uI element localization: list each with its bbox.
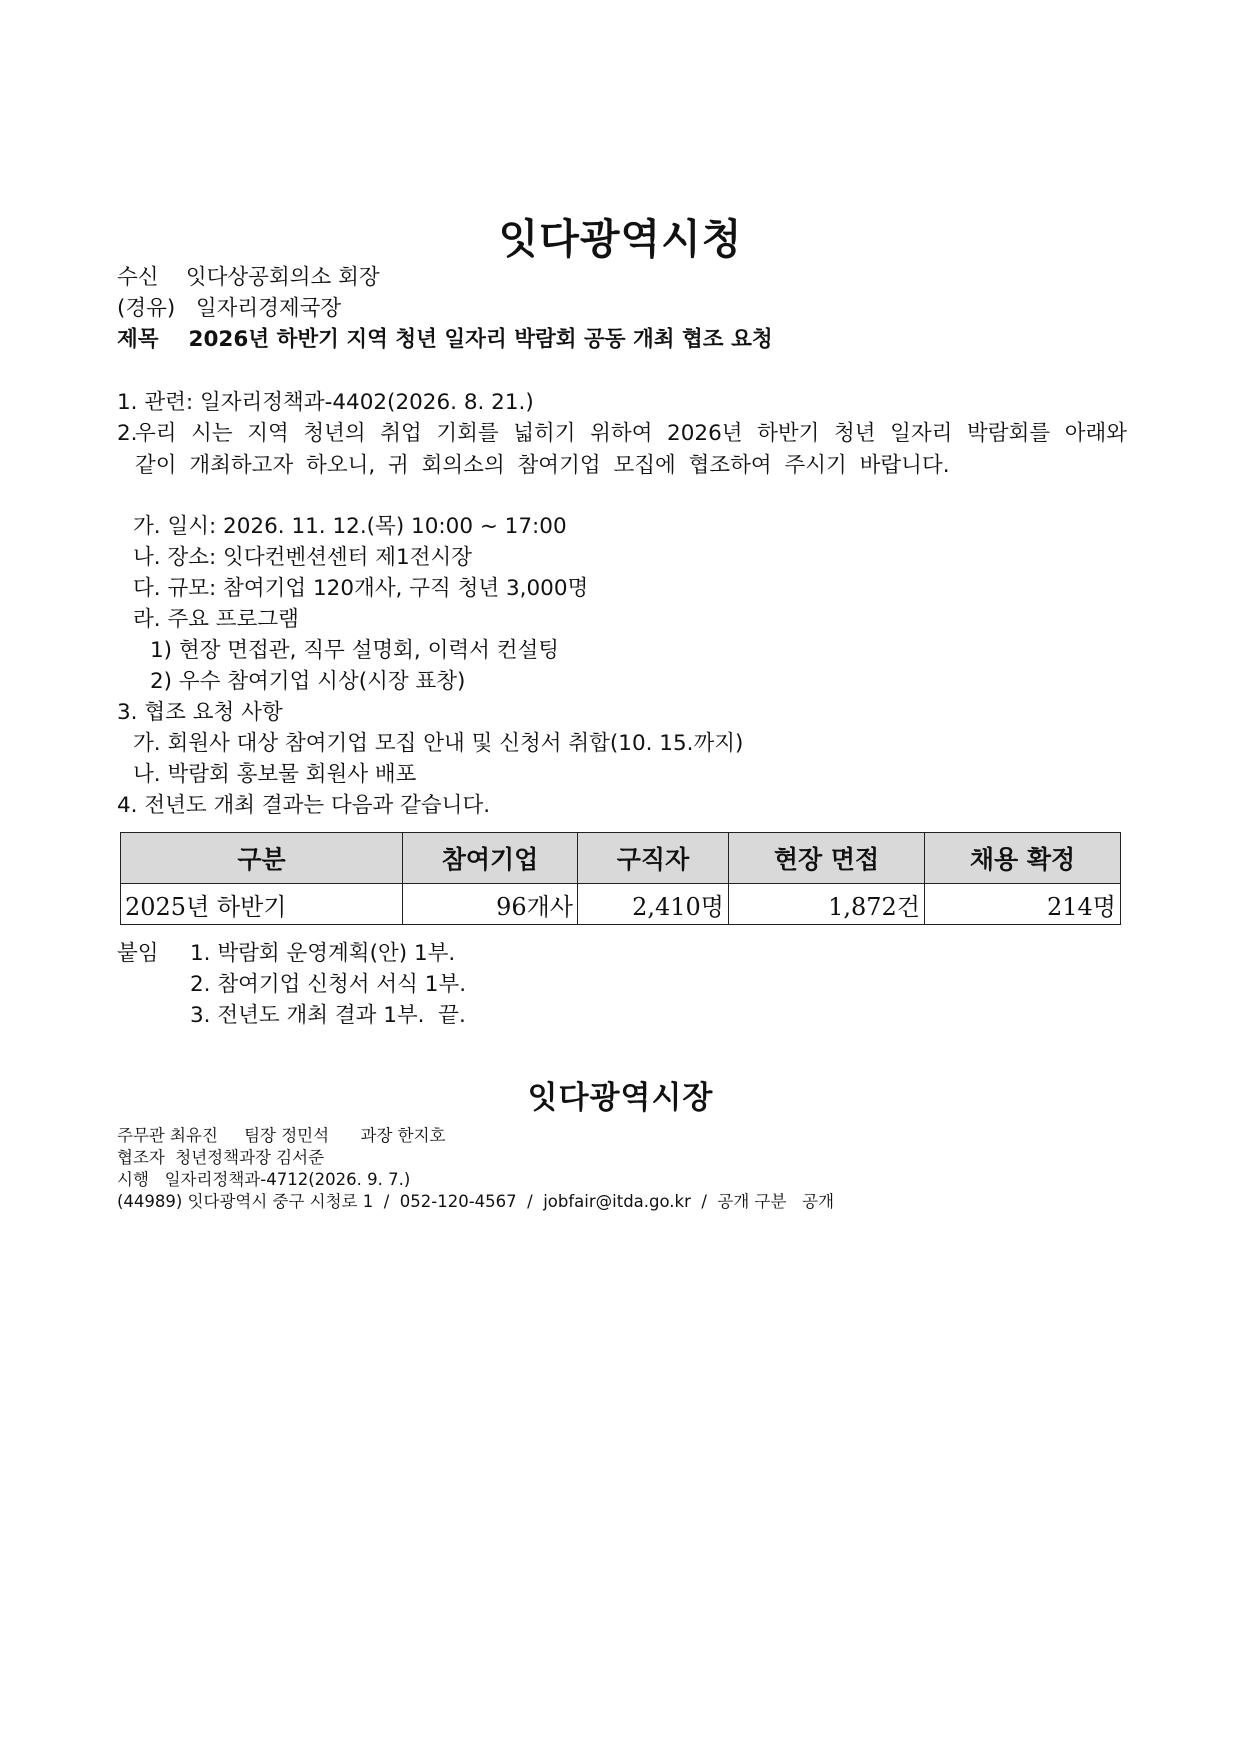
- table-cell: 1,872건: [729, 884, 925, 925]
- body-item-2c: 다. 규모: 참여기업 120개사, 구직 청년 3,000명: [133, 576, 589, 601]
- body-item-2d: 라. 주요 프로그램: [133, 607, 299, 632]
- via-line: (경유) 일자리경제국장: [117, 296, 342, 321]
- body-item-4: 4. 전년도 개최 결과는 다음과 같습니다.: [117, 793, 491, 818]
- signature: 잇다광역시장: [527, 1080, 714, 1116]
- body-item-2a: 가. 일시: 2026. 11. 12.(목) 10:00 ~ 17:00: [133, 514, 567, 539]
- table-header-cell: 현장 면접: [729, 833, 925, 884]
- footer-contact: (44989) 잇다광역시 중구 시청로 1 / 052-120-4567 / jobfair@itda.go.kr / 공개 구분 공개: [117, 1192, 835, 1211]
- table-cell: 214명: [925, 884, 1121, 925]
- attachment-item: 1. 박람회 운영계획(안) 1부.: [190, 941, 456, 966]
- subject-line: 제목 2026년 하반기 지역 청년 일자리 박람회 공동 개최 협조 요청: [117, 327, 773, 352]
- table-header-cell: 구직자: [578, 833, 729, 884]
- table-header-cell: 채용 확정: [925, 833, 1121, 884]
- body-item-3a: 가. 회원사 대상 참여기업 모집 안내 및 신청서 취합(10. 15.까지): [133, 731, 744, 756]
- footer-cooperator: 협조자 청년정책과장 김서준: [117, 1148, 325, 1167]
- body-item-2-text: 우리 시는 지역 청년의 취업 기회를 넓히기 위하여 2026년 하반기 청년 일자리 박람회를 아래와 같이 개최하고자 하오니, 귀 회의소의 참여기업 모집에 협조하여 주시기 바랍니다.: [135, 421, 1127, 478]
- body-item-3: 3. 협조 요청 사항: [117, 700, 283, 725]
- table-cell: 2,410명: [578, 884, 729, 925]
- attachment-item: 2. 참여기업 신청서 서식 1부.: [190, 972, 467, 997]
- body-item-3b: 나. 박람회 홍보물 회원사 배포: [133, 762, 417, 787]
- body-item-2d-2: 2) 우수 참여기업 시상(시장 표창): [150, 669, 466, 694]
- body-item-2b: 나. 장소: 잇다컨벤션센터 제1전시장: [133, 545, 473, 570]
- table-header-row: [121, 833, 1121, 884]
- document-title: 잇다광역시청: [498, 215, 743, 263]
- attachments-label: 붙임: [117, 941, 159, 966]
- body-item-2d-1: 1) 현장 면접관, 직무 설명회, 이력서 컨설팅: [150, 638, 560, 663]
- recipient-line: 수신 잇다상공회의소 회장: [117, 265, 380, 290]
- body-item-1: 1. 관련: 일자리정책과-4402(2026. 8. 21.): [117, 390, 534, 415]
- table-header-cell: 구분: [121, 833, 403, 884]
- body-item-2: [117, 418, 1127, 482]
- table-cell: 96개사: [403, 884, 578, 925]
- body-item-2-number: 2.: [117, 421, 138, 446]
- table-header-cell: 참여기업: [403, 833, 578, 884]
- attachment-item: 3. 전년도 개최 결과 1부. 끝.: [190, 1003, 466, 1028]
- table-cell: 2025년 하반기: [121, 884, 403, 925]
- footer-enforcement: 시행 일자리정책과-4712(2026. 9. 7.): [117, 1170, 411, 1189]
- table-row: [121, 884, 1121, 925]
- footer-approvers: 주무관 최유진 팀장 정민석 과장 한지호: [117, 1126, 446, 1145]
- results-table: [120, 832, 1121, 925]
